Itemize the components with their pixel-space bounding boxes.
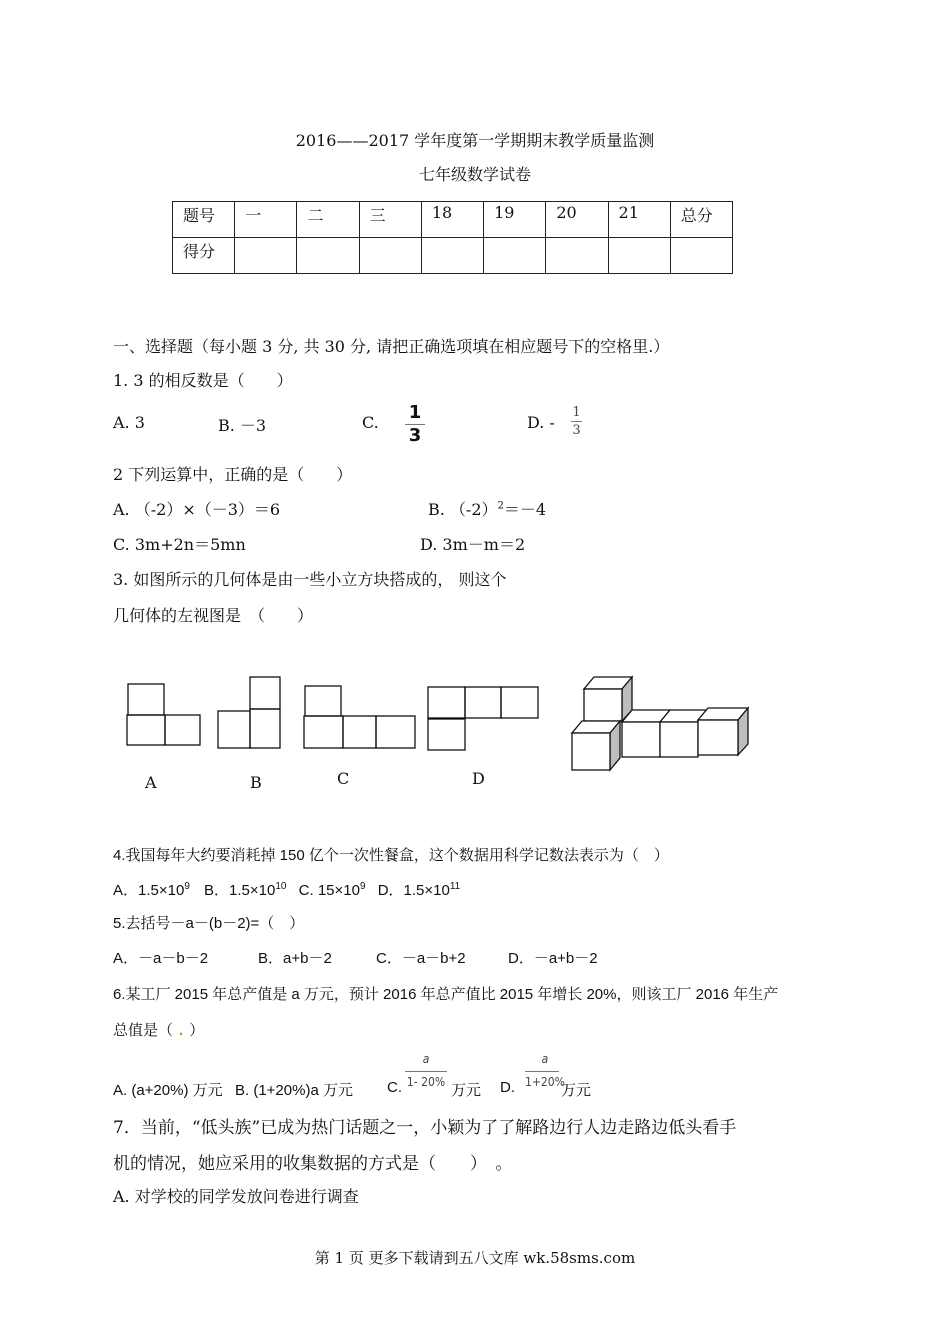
q5-option-c: C．－a－b+2 (376, 950, 466, 967)
q6-option-a: A. (a+20%) 万元 (113, 1082, 223, 1099)
fraction-numerator: a (541, 1052, 549, 1066)
q3-label-d: D (472, 769, 485, 788)
q2-option-a: A. （-2）×（－3）＝6 (113, 500, 281, 519)
q4-option-c-exponent: 9 (359, 881, 366, 892)
q4-option-d-exponent: 11 (449, 881, 461, 892)
option-d-figure (428, 687, 538, 750)
q4-option-b: B．1.5×10 (204, 882, 276, 899)
section-heading: 一、选择题（每小题 3 分, 共 30 分, 请把正确选项填在相应题号下的空格里.） (113, 337, 670, 356)
fraction-denominator: 1+20% (525, 1075, 565, 1089)
question-7-stem-line2: 机的情况，她应采用的收集数据的方式是（ ） 。 (113, 1154, 513, 1174)
question-5-stem: 5.去括号－a－(b－2)=（ ） (113, 915, 305, 932)
q1-option-b: B. －3 (218, 416, 267, 435)
q6-option-d-prefix: D. (500, 1079, 515, 1096)
table-cell: 得分 (173, 238, 235, 274)
q3-label-c: C (337, 769, 350, 788)
fraction-numerator: 1 (572, 405, 581, 420)
table-cell: 一 (235, 202, 297, 238)
cube-solid-figure (572, 677, 748, 770)
q1-option-d-prefix: D. - (527, 413, 555, 432)
q6-stem-close: ） (189, 1022, 205, 1039)
option-c-figure (304, 686, 415, 748)
table-cell: 总分 (670, 202, 732, 238)
question-2-stem: 2 下列运算中，正确的是（ ） (113, 465, 353, 484)
table-cell: 18 (421, 202, 483, 238)
question-4-stem: 4.我国每年大约要消耗掉 150 亿个一次性餐盒，这个数据用科学记数法表示为（ ） (113, 847, 669, 864)
page-footer: 第 1 页 更多下载请到五八文库 wk.58sms.com (314, 1249, 636, 1267)
question-3-stem-line1: 3. 如图所示的几何体是由一些小立方块搭成的， 则这个 (113, 570, 507, 589)
fraction-denominator: 3 (572, 423, 581, 438)
table-cell: 题号 (173, 202, 235, 238)
q5-option-a: A．－a－b－2 (113, 950, 209, 967)
q4-option-a: A．1.5×10 (113, 882, 185, 899)
q6-option-c-unit: 万元 (451, 1082, 482, 1099)
q7-option-a: A. 对学校的同学发放问卷进行调查 (113, 1187, 359, 1206)
q6-option-d-fraction (525, 1053, 565, 1088)
option-a-figure (127, 684, 200, 745)
fraction-bar (525, 1071, 559, 1072)
q3-label-a: A (145, 773, 157, 792)
q6-option-c-fraction (405, 1053, 447, 1088)
q6-option-b: B. (1+20%)a 万元 (235, 1082, 353, 1099)
q2-option-c: C. 3m+2n＝5mn (113, 535, 246, 554)
table-cell: 二 (297, 202, 359, 238)
q4-options (113, 879, 460, 900)
fraction-denominator: 3 (408, 425, 422, 446)
q2-option-d: D. 3m－m＝2 (420, 535, 526, 554)
question-1-stem: 1. 3 的相反数是（ ） (113, 371, 293, 390)
q1-option-a: A. 3 (113, 413, 145, 432)
q2-option-b-rest: ＝－4 (503, 500, 547, 519)
q2-option-b-exponent: 2 (497, 500, 504, 512)
exam-subtitle: 七年级数学试卷 (418, 165, 531, 184)
q4-option-d: D．1.5×10 (377, 882, 450, 899)
q4-option-c: C. 15×10 (298, 882, 360, 899)
q4-option-b-exponent: 10 (275, 881, 287, 892)
q6-stem-text: 总值是（ (113, 1022, 174, 1039)
q6-option-d-unit: 万元 (561, 1082, 592, 1099)
q6-stem-mark: . (179, 1022, 184, 1039)
table-cell: 19 (484, 202, 546, 238)
question-6-stem-line2 (113, 1019, 204, 1040)
question-6-stem-line1: 6.某工厂 2015 年总产值是 a 万元，预计 2016 年总产值比 2015 年增长 20%，则该工厂 2016 年生产 (113, 986, 779, 1003)
q2-option-b-base: B. （-2） (428, 500, 498, 519)
q5-option-b: B．a+b－2 (258, 950, 332, 967)
q3-label-b: B (250, 773, 262, 792)
option-b-figure (218, 677, 280, 748)
table-cell: 三 (359, 202, 421, 238)
q6-option-c-prefix: C. (387, 1079, 402, 1096)
fraction-denominator: 1- 20% (406, 1075, 446, 1089)
fraction-numerator: 1 (408, 402, 422, 423)
fraction-bar (405, 1071, 447, 1072)
fraction-numerator: a (422, 1052, 430, 1066)
q5-option-d: D．－a+b－2 (508, 950, 598, 967)
q1-option-c-prefix: C. (362, 413, 379, 432)
q4-option-a-exponent: 9 (184, 881, 190, 892)
table-cell: 20 (546, 202, 608, 238)
table-cell: 21 (608, 202, 670, 238)
question-7-stem-line1: 7．当前，“低头族”已成为热门话题之一，小颖为了了解路边行人边走路边低头看手 (113, 1118, 737, 1138)
exam-title: 2016——2017 学年度第一学期期末教学质量监测 (295, 131, 655, 150)
question-3-stem-line2: 几何体的左视图是 （ ） (113, 606, 314, 625)
